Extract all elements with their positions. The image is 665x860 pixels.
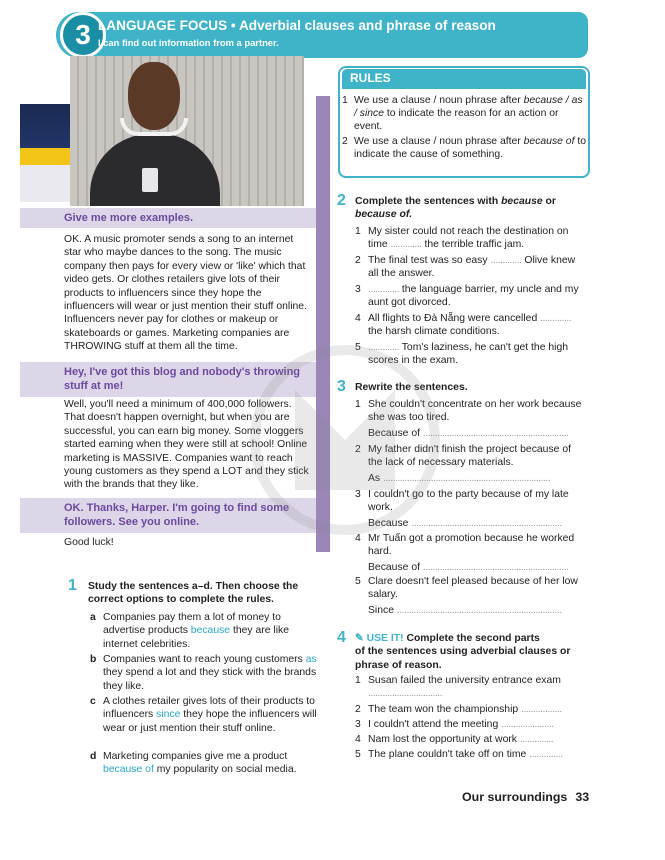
exercise-3-answer-line[interactable]: Because ............................................................... — [368, 518, 562, 529]
exercise-4-item[interactable]: 4 Nam lost the opportunity at work .............. — [355, 734, 554, 745]
exercise-4-number: 4 — [337, 629, 346, 646]
exercise-3-item: 5 Clare doesn't feel pleased because of her low salary. — [355, 576, 578, 601]
rules-title: RULES — [342, 69, 586, 89]
smartphone-icon — [142, 168, 158, 192]
exercise-1-instruction: Study the sentences a–d. Then choose the correct options to complete the rules. — [88, 581, 299, 606]
exercise-3-answer-line[interactable]: Because of ............................................................. — [368, 428, 569, 439]
exercise-2-item[interactable]: 1 My sister could not reach the destination on time ............. the terrible traffic jam. — [355, 226, 569, 251]
blog-paragraph-3: Good luck! — [64, 537, 114, 548]
exercise-4-item[interactable]: 1 Susan failed the university entrance exam ............................... — [355, 675, 561, 700]
exercise-3-answer-line[interactable]: As ...................................................................... — [368, 473, 551, 484]
blog-quote-3: OK. Thanks, Harper. I'm going to find some followers. See you online. — [20, 498, 316, 533]
pencil-icon: ✎ — [355, 633, 364, 644]
exercise-1-number: 1 — [68, 577, 77, 594]
exercise-3-number: 3 — [337, 378, 346, 395]
exercise-1-item: c A clothes retailer gives lots of their products to influencers since they hope the influencers will wear or just mention their stuff online. — [90, 696, 317, 734]
blog-side-bar — [316, 96, 330, 552]
page-footer: Our surroundings 33 — [462, 790, 590, 804]
section-number: 3 — [60, 12, 106, 58]
exercise-2-item[interactable]: 2 The final test was so easy ............. Olive knew all the answer. — [355, 255, 576, 280]
blog-quote-1: Give me more examples. — [20, 208, 316, 228]
exercise-3-item: 3 I couldn't go to the party because of my late work. — [355, 489, 569, 514]
rule-item: 2 We use a clause / noun phrase after because of to indicate the cause of something. — [342, 136, 587, 161]
section-subtitle: I can find out information from a partner. — [98, 37, 279, 48]
headphones-icon — [120, 118, 188, 136]
blog-paragraph-1: OK. A music promoter sends a song to an internet star who maybe dances to the song. The music company then pays for every view or 'like' which that video gets. Or clothes retailers give lots of their products to influencers since they hope the influencers will wear or just mention their stuff online. Influencers never pay for clothes or makeup or skateboards or games. Marketing companies are THROWING stuff at them all the time. — [64, 234, 307, 353]
blogger-photo — [70, 56, 304, 206]
exercise-1-item: a Companies pay them a lot of money to advertise products because they are like internet celebrities. — [90, 612, 290, 650]
section-title: LANGUAGE FOCUS • Adverbial clauses and phrase of reason — [98, 18, 496, 33]
exercise-2-instruction: Complete the sentences with because or because of. — [355, 196, 556, 221]
exercise-3-item: 1 She couldn't concentrate on her work because she was too tired. — [355, 399, 582, 424]
exercise-4-item[interactable]: 2 The team won the championship ................. — [355, 704, 562, 715]
exercise-3-item: 2 My father didn't finish the project because of the lack of necessary materials. — [355, 444, 571, 469]
exercise-1-item: b Companies want to reach young customers as they spend a lot and they stick with the brands they like. — [90, 654, 317, 692]
exercise-2-item[interactable]: 3 ............. the language barrier, my uncle and my aunt got divorced. — [355, 284, 579, 309]
exercise-2-item[interactable]: 4 All flights to Đà Nẵng were cancelled ............. the harsh climate conditions. — [355, 313, 572, 338]
exercise-2-item[interactable]: 5 ............. Tom's laziness, he can't get the high scores in the exam. — [355, 342, 568, 367]
exercise-2-number: 2 — [337, 192, 346, 209]
exercise-3-answer-line[interactable]: Because of ............................................................. — [368, 562, 569, 573]
exercise-4-instruction: ✎ USE IT! Complete the second parts of the sentences using adverbial clauses or phrase of reason. — [355, 633, 571, 671]
rule-item: 1 We use a clause / noun phrase after because / as / since to indicate the reason for an action or event. — [342, 95, 583, 133]
decorative-photo-strip — [20, 104, 70, 202]
page-number: 33 — [575, 790, 590, 804]
exercise-3-answer-line[interactable]: Since ..................................................................... — [368, 605, 562, 616]
blog-quote-2: Hey, I've got this blog and nobody's throwing stuff at me! — [20, 362, 316, 397]
exercise-4-item[interactable]: 3 I couldn't attend the meeting ...................... — [355, 719, 554, 730]
exercise-1-item: d Marketing companies give me a product because of my popularity on social media. — [90, 751, 297, 776]
exercise-3-instruction: Rewrite the sentences. — [355, 382, 468, 393]
exercise-4-item[interactable]: 5 The plane couldn't take off on time .............. — [355, 749, 563, 760]
exercise-3-item: 4 Mr Tuấn got a promotion because he worked hard. — [355, 533, 575, 558]
blog-paragraph-2: Well, you'll need a minimum of 400,000 followers. That doesn't happen overnight, but when you are successful, you can earn big money. Some vloggers started earning when they were still at school! Online marketing is MASSIVE. Companies want to reach young customers as they spend a LOT and they stick with the brands that they like. — [64, 399, 309, 491]
